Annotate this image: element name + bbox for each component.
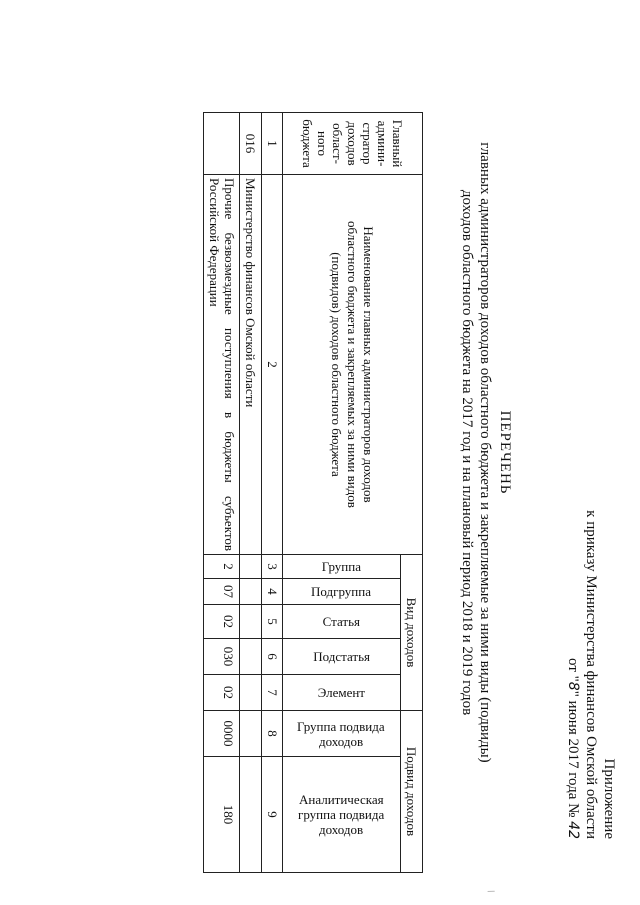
header-podvid-dohodov: Подвид доходов bbox=[401, 711, 423, 873]
element-cell: 02 bbox=[204, 675, 240, 711]
admin-code-cell bbox=[204, 113, 240, 175]
header-gruppa-podvida bbox=[283, 711, 401, 757]
revenue-name-cell: Министерство финансов Омской области bbox=[240, 175, 262, 555]
revenue-name-cell: Прочие безвозмездные поступления в бюджеты субъектов Российской Федерации bbox=[204, 175, 240, 555]
column-number: 6 bbox=[262, 639, 283, 675]
admin-code-cell: 016 bbox=[240, 113, 262, 175]
column-number: 2 bbox=[262, 175, 283, 555]
appendix-block bbox=[564, 319, 618, 839]
stray-pen-mark: / bbox=[484, 888, 497, 895]
header-gruppa-podvida-text: Группа подвида доходов bbox=[297, 718, 386, 749]
header-gruppa-text: Группа bbox=[321, 559, 362, 574]
header-element-text: Элемент bbox=[317, 685, 366, 701]
header-podgruppa-text: Подгруппа bbox=[311, 584, 372, 599]
header-admin: Главный админи-стратор доходов област-ного бюджета bbox=[283, 113, 423, 175]
gruppa-podvida-cell: 0000 bbox=[204, 711, 240, 757]
header-vid-dohodov: Вид доходов bbox=[401, 555, 423, 711]
header-statya bbox=[283, 605, 401, 639]
statya-cell: 02 bbox=[204, 605, 240, 639]
header-name: Наименование главных администраторов доходов областного бюджета и закрепляемых за ними видов (подвидов) доходов областного бюджета bbox=[283, 175, 423, 555]
appendix-title: Приложение bbox=[601, 758, 617, 839]
column-number: 3 bbox=[262, 555, 283, 579]
gruppa-cell: 2 bbox=[204, 555, 240, 579]
podstatya-cell bbox=[240, 639, 262, 675]
date-prefix: от " bbox=[565, 658, 581, 682]
appendix-date-line bbox=[564, 319, 582, 839]
header-analit-gruppa bbox=[283, 757, 401, 873]
column-number-row bbox=[262, 113, 283, 873]
analit-gruppa-cell: 180 bbox=[204, 757, 240, 873]
date-rest: " июня 2017 года № bbox=[565, 690, 581, 818]
gruppa-podvida-cell bbox=[240, 711, 262, 757]
column-number: 1 bbox=[262, 113, 283, 175]
document-subtitle-line1: главных администраторов доходов областного бюджета и закрепляемые за ними виды (подвиды) bbox=[477, 142, 493, 763]
analit-gruppa-cell bbox=[240, 757, 262, 873]
header-analit-gruppa-text: Аналитическая группа подвида доходов bbox=[298, 792, 385, 838]
table-row bbox=[204, 113, 240, 873]
table-row bbox=[240, 113, 262, 873]
header-podstatya bbox=[283, 639, 401, 675]
column-number: 7 bbox=[262, 675, 283, 711]
element-cell bbox=[240, 675, 262, 711]
column-number: 8 bbox=[262, 711, 283, 757]
header-statya-text: Статья bbox=[322, 614, 361, 629]
gruppa-cell bbox=[240, 555, 262, 579]
column-number: 5 bbox=[262, 605, 283, 639]
podgruppa-cell: 07 bbox=[204, 579, 240, 605]
document-title: ПЕРЕЧЕНЬ bbox=[497, 410, 513, 495]
header-row-top bbox=[401, 113, 423, 873]
header-podstatya-text: Подстатья bbox=[313, 649, 370, 664]
appendix-order-reference: к приказу Министерства финансов Омской области bbox=[583, 510, 599, 839]
revenue-administrators-table bbox=[203, 112, 423, 873]
column-number: 4 bbox=[262, 579, 283, 605]
header-podgruppa bbox=[283, 579, 401, 605]
header-element bbox=[283, 675, 401, 711]
column-number: 9 bbox=[262, 757, 283, 873]
header-gruppa bbox=[283, 555, 401, 579]
handwritten-day: 8 bbox=[565, 681, 581, 691]
podstatya-cell: 030 bbox=[204, 639, 240, 675]
document-subtitle-line2: доходов областного бюджета на 2017 год и на плановый период 2018 и 2019 годов bbox=[459, 189, 475, 716]
handwritten-order-number: 42 bbox=[565, 821, 581, 839]
podgruppa-cell bbox=[240, 579, 262, 605]
statya-cell bbox=[240, 605, 262, 639]
